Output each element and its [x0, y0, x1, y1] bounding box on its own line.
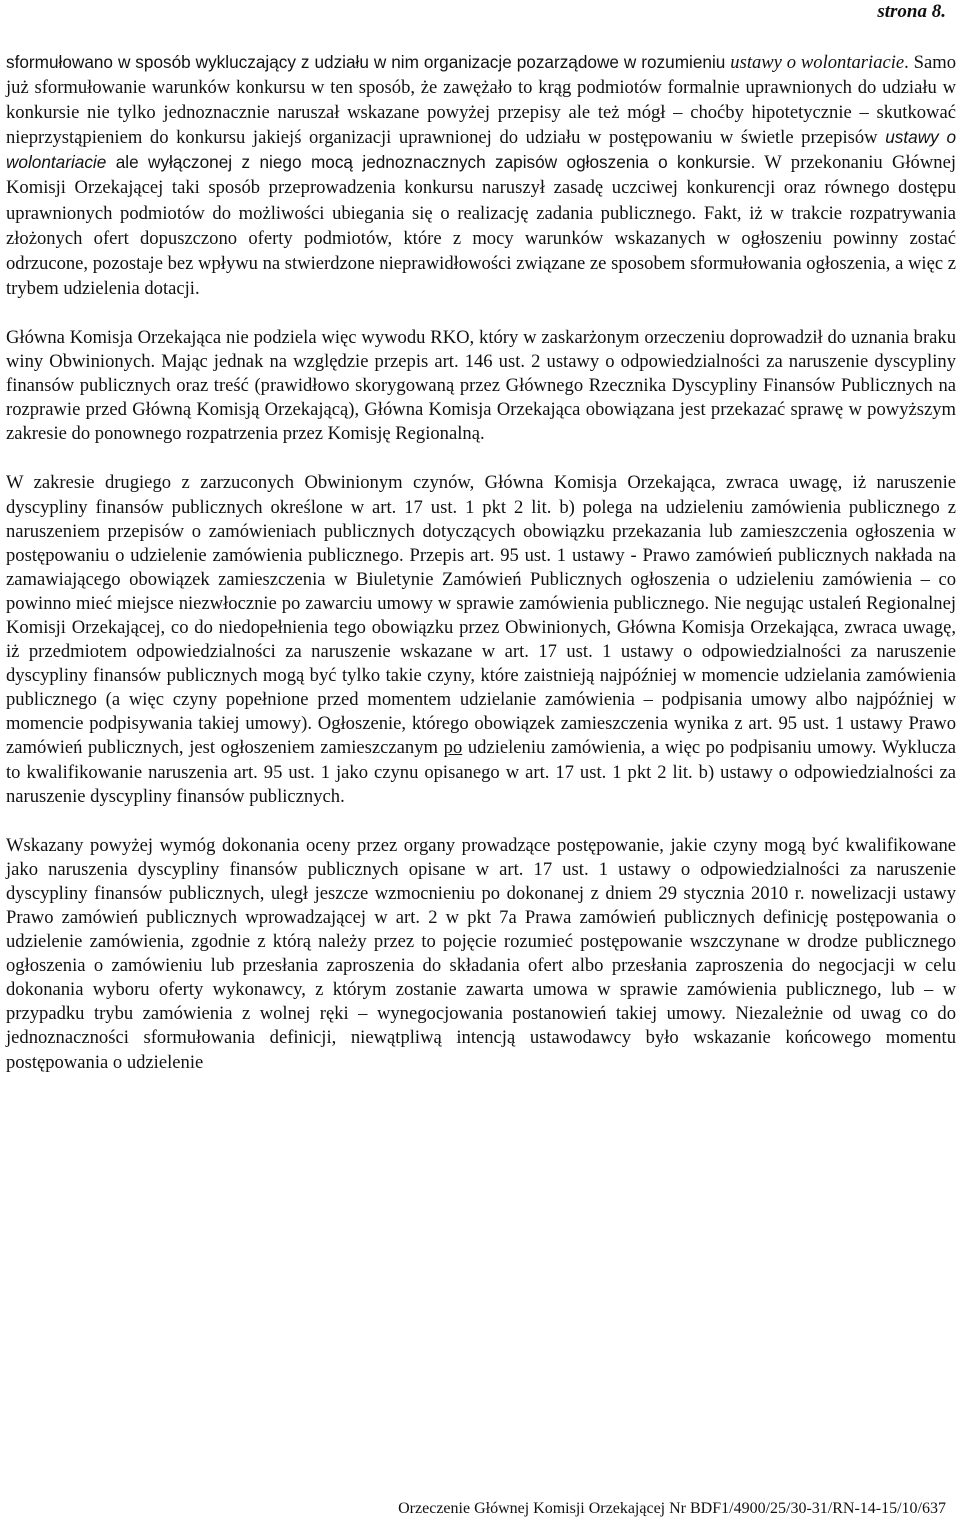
page-number: strona 8. [877, 1, 946, 22]
paragraph-1-text-f: W przekonaniu Głównej Komisji Orzekającej taki sposób przeprowadzenia konkursu naruszył zasadę uczciwej konkurencji oraz równego dostępu uprawnionych podmiotów do możliwości ubiegania się o realizację zadania publicznego. Fakt, iż w trakcie rozpatrywania złożonych ofert dopuszczono oferty podmiotów, które z mocy warunków wskazanych w ogłoszeniu powinny zostać odrzucone, pozostaje bez wpływu na stwierdzone nieprawidłowości związane ze sposobem sformułowania ogłoszenia, a więc z trybem udzielenia dotacji. [6, 152, 957, 299]
paragraph-1-text-c: . Samo już sformułowanie warunków konkursu w ten sposób, że zawężało to krąg podmiotów formalnie uprawnionych do udziału w konkursie nie tylko jednoznacznie naruszał wskazane powyżej przepisy ale też mógł – choćby hipotetycznie – skutkować nieprzystąpieniem do konkursu jakiejś organizacji uprawnionej do udziału w postępowaniu w świetle przepisów [6, 52, 956, 149]
paragraph-1-text-a: sformułowano w sposób wykluczający z udziału w nim organizacje pozarządowe w rozumieniu [6, 52, 731, 72]
paragraph-1-italic-a: ustawy o wolontariacie [730, 52, 905, 73]
paragraph-3-text-a: W zakresie drugiego z zarzuconych Obwinionym czynów, Główna Komisja Orzekająca, zwraca uwagę, iż naruszenie dyscypliny finansów publicznych określone w art. 17 ust. 1 pkt 2 lit. b) polega na udzieleniu zamówienia publicznego z naruszeniem przepisów o zamówieniach publicznych dotyczących obowiązku przekazania lub zamieszczenia ogłoszenia w postępowaniu o udzielenie zamówienia publicznego. Przepis art. 95 ust. 1 ustawy - Prawo zamówień publicznych nakłada na zamawiającego obowiązek zamieszczenia w Biuletynie Zamówień Publicznych ogłoszenia o udzieleniu zamówienia – co powinno mieć miejsce niezwłocznie po zawarciu umowy w sprawie zamówienia publicznego. Nie negując ustaleń Regionalnej Komisji Orzekającej, co do niedopełnienia tego obowiązku przez Obwinionych, Główna Komisja Orzekająca, zwraca uwagę, iż przedmiotem odpowiedzialności za naruszenie wskazane w art. 17 ust. 1 ustawy o odpowiedzialności za naruszenie dyscypliny finansów publicznych mogą być tylko takie czyny, które zaistnieją najpóźniej w momencie udzielania zamówienia publicznego (a więc czyny popełnione przed momentem udzielanie zamówienia – podpisania umowy albo najpóźniej w momencie podpisywania takiej umowy). Ogłoszenie, którego obowiązek zamieszczenia wynika z art. 95 ust. 1 ustawy Prawo zamówień publicznych, jest ogłoszeniem zamieszczanym [6, 472, 956, 759]
paragraph-4: Wskazany powyżej wymóg dokonania oceny przez organy prowadzące postępowanie, jakie czyny mogą być kwalifikowane jako naruszenia dyscypliny finansów publicznych opisane w art. 17 ust. 1 ustawy o odpowiedzialności za naruszenie dyscypliny finansów publicznych, uległ jeszcze wzmocnieniu po dokonanej z dniem 29 stycznia 2010 r. nowelizacji ustawy Prawo zamówień publicznych wprowadzającej w art. 2 w pkt 7a Prawa zamówień publicznych definicję postępowania o udzielenie zamówienia, zgodnie z którą należy przez to pojęcie rozumieć postępowanie wszczynane w drodze publicznego ogłoszenia o zamówieniu lub przesłania zaproszenia do składania ofert albo przesłania zaproszenia do negocjacji w celu dokonania wyboru oferty wykonawcy, z którym zostanie zawarta umowa w sprawie zamówienia publicznego, lub – w przypadku trybu zamówienia z wolnej ręki – wynegocjowania postanowień takiej umowy. Niezależnie od uwag co do jednoznaczności sformułowania definicji, niewątpliwą intencją ustawodawcy było wskazanie końcowego momentu postępowania o udzielenie [6, 834, 956, 1073]
document-body [6, 50, 956, 1100]
footer-reference: Orzeczenie Głównej Komisji Orzekającej Nr BDF1/4900/25/30-31/RN-14-15/10/637 [398, 1500, 946, 1517]
paragraph-1 [6, 50, 956, 301]
paragraph-3-text-c: udzieleniu zamówienia, a więc po podpisaniu umowy. Wyklucza to kwalifikowanie naruszenia art. 95 ust. 1 jako czynu opisanego w art. 17 ust. 1 pkt 2 lit. b) ustawy o odpowiedzialności za naruszenie dyscypliny finansów publicznych. [6, 737, 956, 807]
paragraph-1-italic-b: ustawy o wolontariacie [6, 127, 956, 173]
paragraph-3-underlined: po [443, 737, 463, 759]
paragraph-1-text-e: ale wyłączonej z niego mocą jednoznacznych zapisów ogłoszenia o konkursie. [106, 152, 756, 173]
paragraph-3 [6, 471, 956, 808]
paragraph-2: Główna Komisja Orzekająca nie podziela więc wywodu RKO, który w zaskarżonym orzeczeniu doprowadził do uznania braku winy Obwinionych. Mając jednak na względzie przepis art. 146 ust. 2 ustawy o odpowiedzialności za naruszenie dyscypliny finansów publicznych oraz treść (prawidłowo skorygowaną przez Głównego Rzecznika Dyscypliny Finansów Publicznych na rozprawie przed Główną Komisją Orzekającą), Główna Komisja Orzekająca obowiązana jest przekazać sprawę w powyższym zakresie do ponownego rozpatrzenia przez Komisję Regionalną. [6, 326, 956, 445]
